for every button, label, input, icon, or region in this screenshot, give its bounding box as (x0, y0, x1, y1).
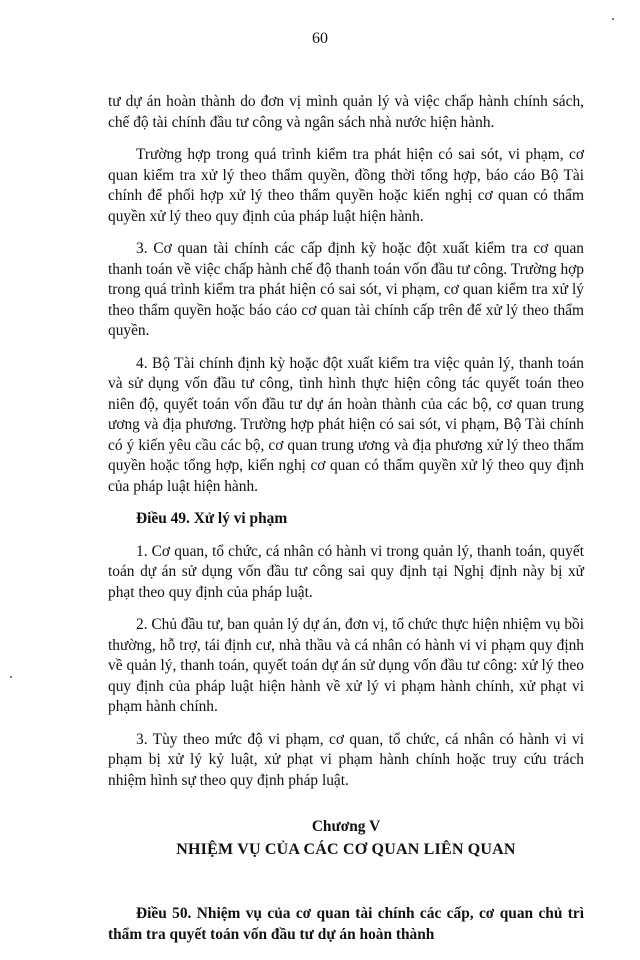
article-49-clause-2: 2. Chủ đầu tư, ban quản lý dự án, đơn vị, tổ chức thực hiện nhiệm vụ bồi thường, hỗ trợ, tái định cư, nhà thầu và cá nhân có hành vi vi phạm quy định về quản lý, thanh toán, quyết toán dự án sử dụng vốn đầu tư công: xử lý theo quy định của pháp luật hiện hành về xử lý vi phạm hành chính, xử phạt vi phạm hành chính. (108, 616, 585, 715)
chapter-label: Chương V (311, 818, 381, 835)
scan-speck (612, 18, 614, 20)
article-49-heading: Điều 49. Xử lý vi phạm (136, 510, 288, 527)
paragraph-continuation: tư dự án hoàn thành do đơn vị mình quản lý và việc chấp hành chính sách, chế độ tài chính đầu tư công và ngân sách nhà nước hiện hành. (108, 93, 584, 131)
document-body (108, 92, 584, 960)
page-number: 60 (312, 30, 328, 47)
paragraph-clause-3: 3. Cơ quan tài chính các cấp định kỳ hoặc đột xuất kiểm tra cơ quan thanh toán về việc chấp hành chế độ thanh toán vốn đầu tư công. Trường hợp trong quá trình kiểm tra phát hiện có sai sót, vi phạm, cơ quan kiểm tra xử lý theo thẩm quyền hoặc báo cáo cơ quan tài chính cấp trên để xử lý theo thẩm quyền. (108, 240, 584, 339)
chapter-title: NHIỆM VỤ CỦA CÁC CƠ QUAN LIÊN QUAN (176, 840, 516, 858)
article-49-clause-1: 1. Cơ quan, tổ chức, cá nhân có hành vi trong quản lý, thanh toán, quyết toán dự án sử dụng vốn đầu tư công sai quy định tại Nghị định này bị xử phạt theo quy định của pháp luật. (108, 542, 584, 601)
article-49-clause-3: 3. Tùy theo mức độ vi phạm, cơ quan, tổ chức, cá nhân có hành vi vi phạm bị xử lý kỷ luật, xử phạt vi phạm hành chính hoặc truy cứu trách nhiệm hình sự theo quy định pháp luật. (108, 730, 584, 789)
article-50-heading: Điều 50. Nhiệm vụ của cơ quan tài chính các cấp, cơ quan chủ trì thẩm tra quyết toán vốn đầu tư dự án hoàn thành (108, 905, 584, 943)
scan-speck (10, 676, 12, 678)
paragraph-clause-4: 4. Bộ Tài chính định kỳ hoặc đột xuất kiểm tra việc quản lý, thanh toán và sử dụng vốn đầu tư công, tình hình thực hiện công tác quyết toán theo niên độ, quyết toán vốn đầu tư dự án hoàn thành của các bộ, cơ quan trung ương và địa phương. Trường hợp phát hiện có sai sót, vi phạm, Bộ Tài chính có ý kiến yêu cầu các bộ, cơ quan trung ương và địa phương xử lý theo thẩm quyền hoặc tổng hợp, kiến nghị cơ quan có thẩm quyền xử lý theo quy định của pháp luật hiện hành. (108, 354, 584, 495)
paragraph-inspection-violations: Trường hợp trong quá trình kiểm tra phát hiện có sai sót, vi phạm, cơ quan kiểm tra xử lý theo thẩm quyền, đồng thời tổng hợp, báo cáo Bộ Tài chính để phối hợp xử lý theo thẩm quyền hoặc kiến nghị cơ quan có thẩm quyền xử lý theo quy định của pháp luật hiện hành. (108, 146, 584, 225)
